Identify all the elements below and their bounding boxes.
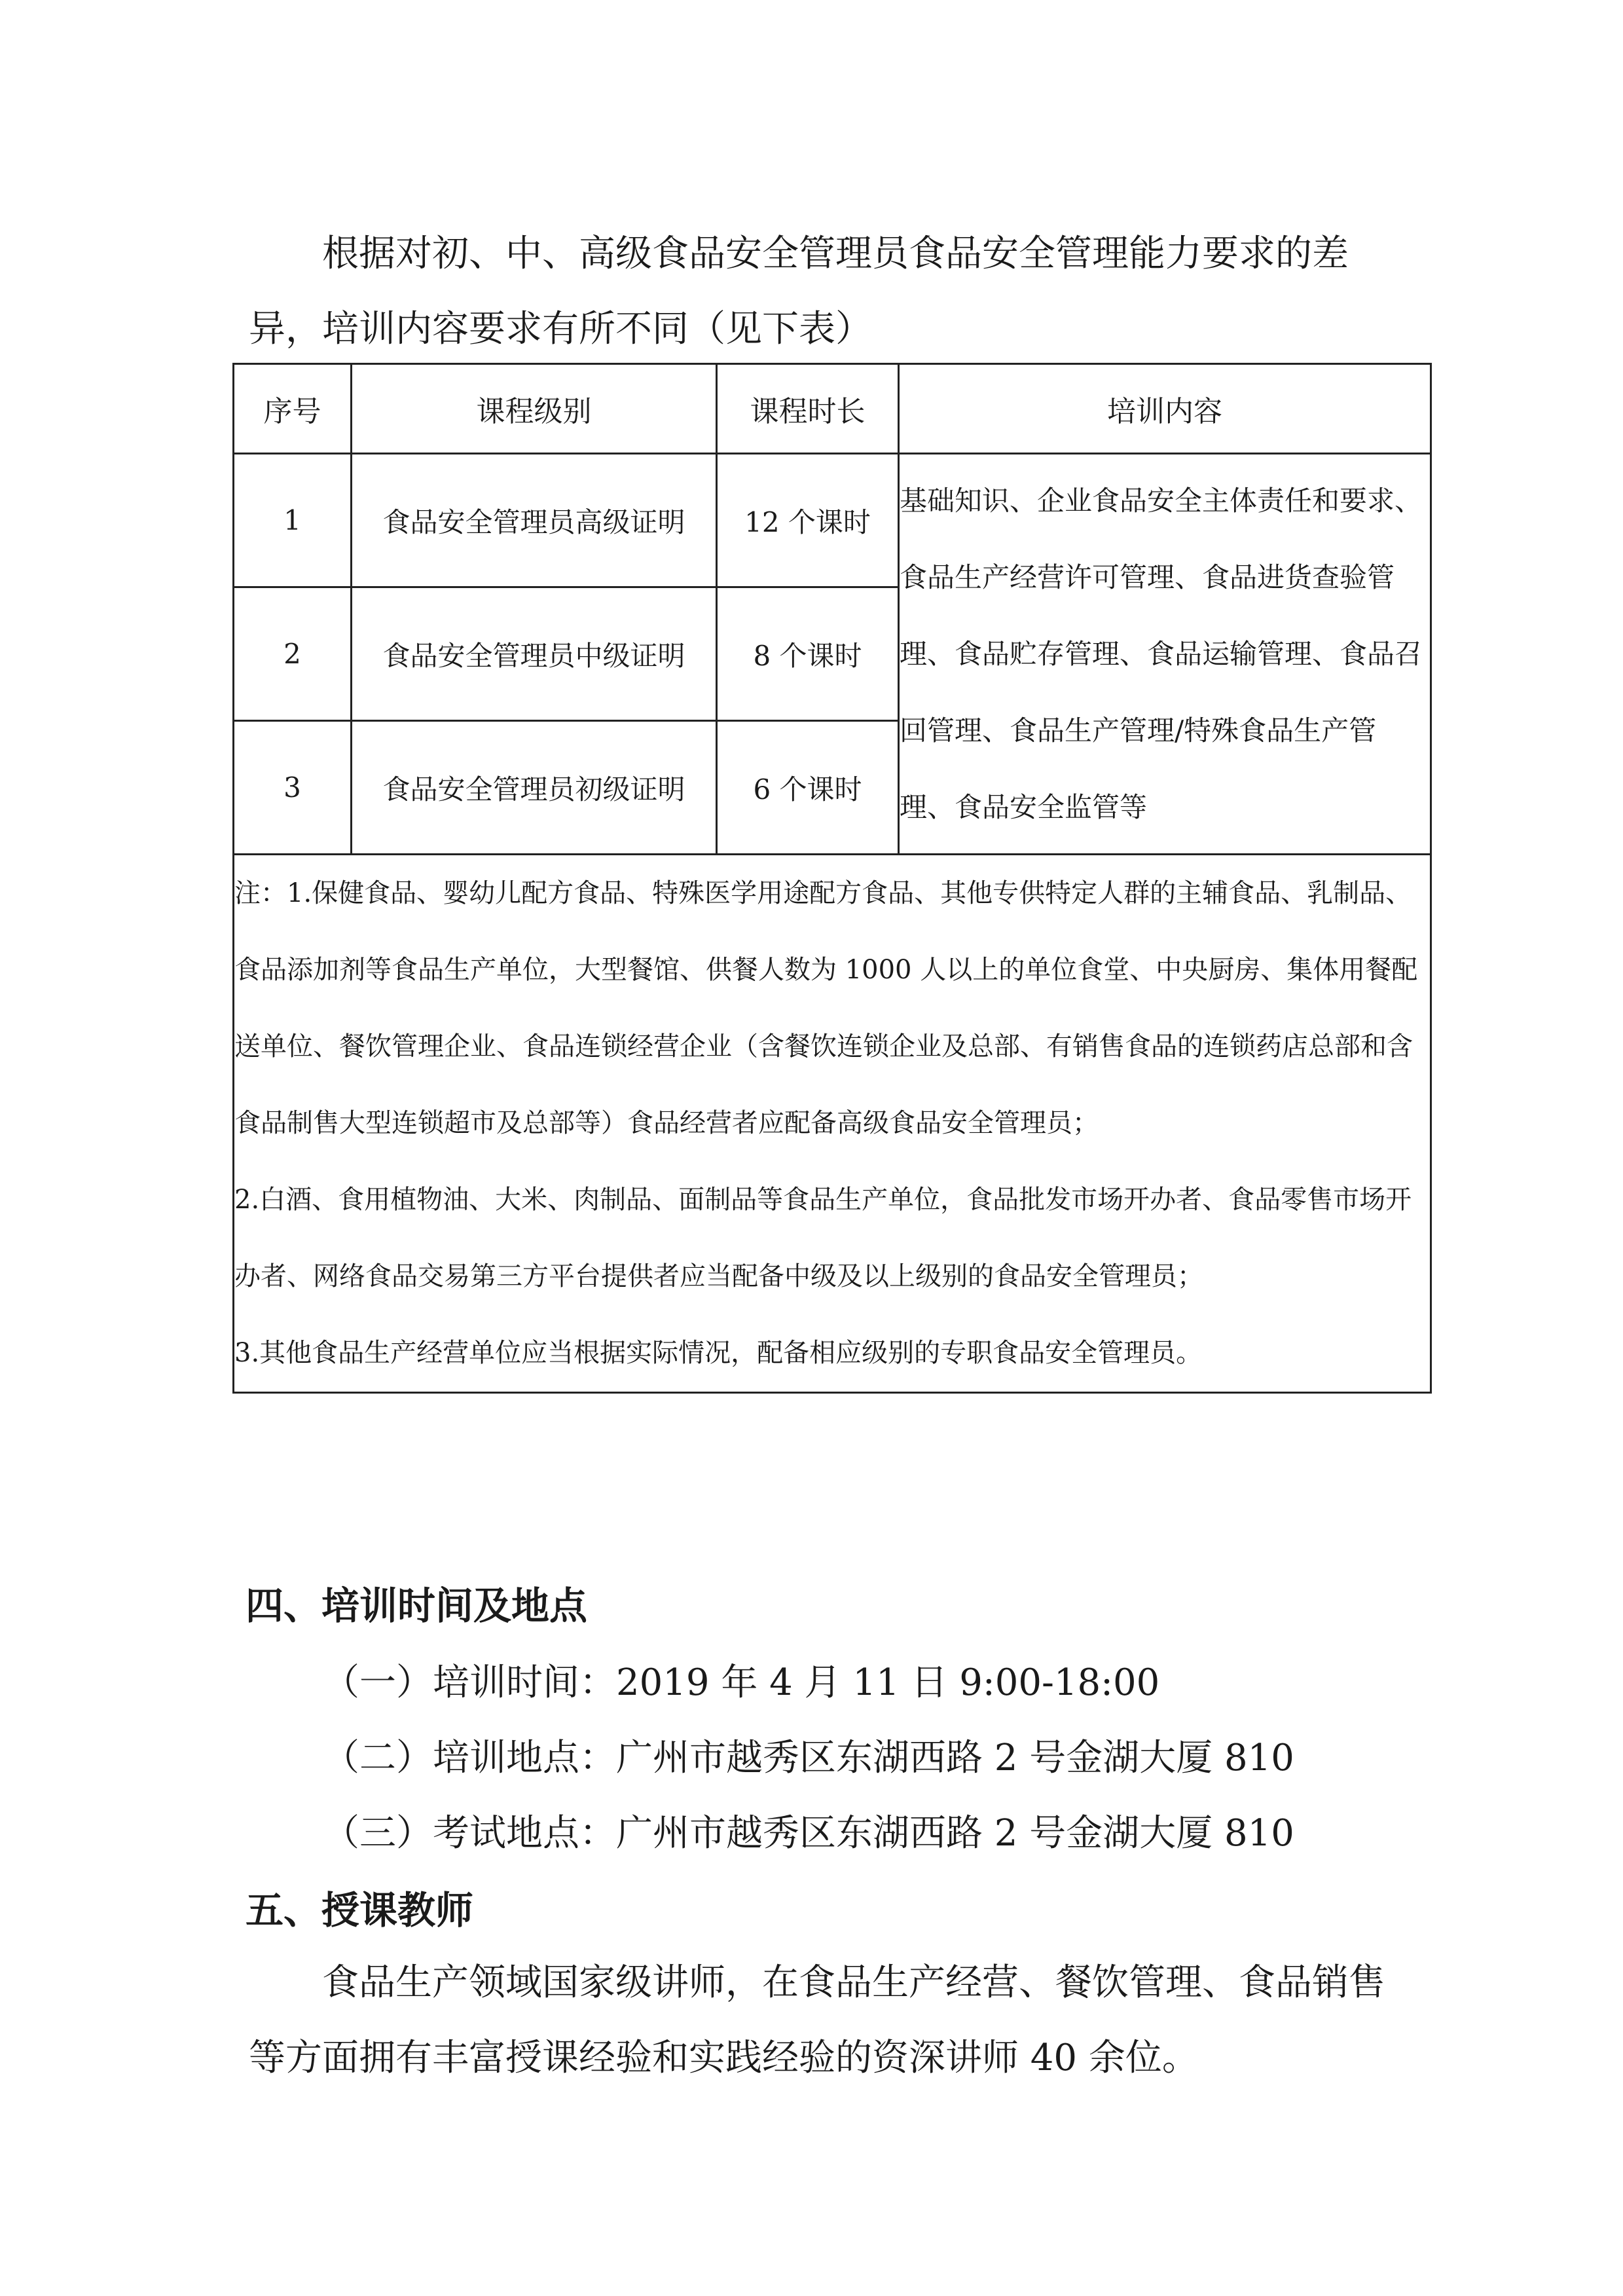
row-course-hours: 12 个课时	[717, 454, 899, 587]
note-item: 3.其他食品生产经营单位应当根据实际情况，配备相应级别的专职食品安全管理员。	[234, 1338, 1203, 1368]
header-training-content: 培训内容	[899, 364, 1431, 454]
section5-heading: 五、授课教师	[246, 1888, 474, 1933]
training-content-cell: 基础知识、企业食品安全主体责任和要求、食品生产经营许可管理、食品进货查验管理、食品贮存管理、食品运输管理、食品召回管理、食品生产管理/特殊食品生产管理、食品安全监管等	[899, 454, 1431, 855]
table-notes-row	[234, 855, 1431, 1393]
row-course-hours: 6 个课时	[717, 721, 899, 855]
row-course-level: 食品安全管理员初级证明	[352, 721, 717, 855]
row-course-level: 食品安全管理员中级证明	[352, 587, 717, 721]
table-header-row	[234, 364, 1431, 454]
header-course-level: 课程级别	[352, 364, 717, 454]
row-number: 1	[234, 454, 352, 587]
row-course-level: 食品安全管理员高级证明	[352, 454, 717, 587]
exam-location: （三）考试地点：广州市越秀区东湖西路 2 号金湖大厦 810	[323, 1812, 1294, 1855]
note-item: 注：1.保健食品、婴幼儿配方食品、特殊医学用途配方食品、其他专供特定人群的主辅食品、乳制品、食品添加剂等食品生产单位，大型餐馆、供餐人数为 1000 人以上的单位食堂、中央厨房、集体用餐配送单位、餐饮管理企业、食品连锁经营企业（含餐饮连锁企业及总部、有销售食品的连锁药店总部和含食品制售大型连锁超市及总部等）食品经营者应配备高级食品安全管理员；	[234, 878, 1418, 1138]
section4-heading: 四、培训时间及地点	[246, 1583, 588, 1628]
row-number: 2	[234, 587, 352, 721]
intro-paragraph	[249, 216, 1414, 367]
intro-text: 根据对初、中、高级食品安全管理员食品安全管理能力要求的差异，培训内容要求有所不同（见下表）	[249, 232, 1349, 350]
note-item: 2.白酒、食用植物油、大米、肉制品、面制品等食品生产单位，食品批发市场开办者、食品零售市场开办者、网络食品交易第三方平台提供者应当配备中级及以上级别的食品安全管理员；	[234, 1185, 1412, 1291]
row-course-hours: 8 个课时	[717, 587, 899, 721]
notes-cell	[234, 855, 1431, 1393]
section5-paragraph	[249, 1945, 1414, 2096]
header-course-hours: 课程时长	[717, 364, 899, 454]
table-row	[234, 454, 1431, 587]
training-location: （二）培训地点：广州市越秀区东湖西路 2 号金湖大厦 810	[323, 1737, 1294, 1779]
section5-text: 食品生产领域国家级讲师，在食品生产经营、餐饮管理、食品销售等方面拥有丰富授课经验和实践经验的资深讲师 40 余位。	[249, 1961, 1385, 2079]
header-number: 序号	[234, 364, 352, 454]
row-number: 3	[234, 721, 352, 855]
course-table	[232, 363, 1432, 1394]
training-time: （一）培训时间：2019 年 4 月 11 日 9:00-18:00	[323, 1661, 1160, 1704]
